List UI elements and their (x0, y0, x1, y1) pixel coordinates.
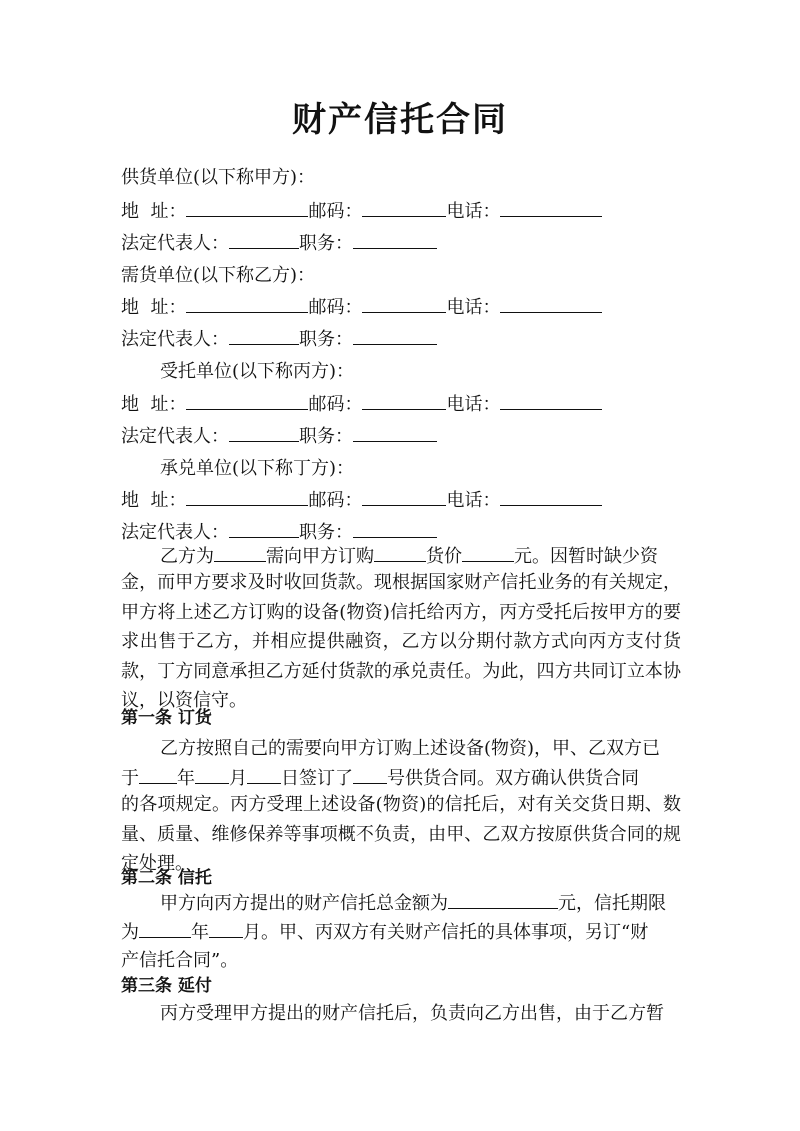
postcode-label: 邮码： (308, 490, 363, 511)
intro-first-line (160, 545, 658, 569)
postcode-blank[interactable] (362, 489, 446, 506)
price-blank[interactable] (462, 545, 514, 562)
party-d-rep-row (121, 521, 437, 545)
article-text: 年 (177, 768, 195, 789)
article-text: 日签订了 (281, 768, 353, 789)
phone-blank[interactable] (500, 489, 602, 506)
postcode-blank[interactable] (362, 393, 446, 410)
address-label: 地 址： (121, 297, 187, 318)
legal-rep-label: 法定代表人： (121, 233, 229, 254)
party-a-rep-row (121, 232, 437, 256)
article-text: 月 (229, 768, 247, 789)
legal-rep-blank[interactable] (229, 521, 299, 538)
article-2-line-2 (121, 921, 648, 945)
postcode-blank[interactable] (362, 296, 446, 313)
position-label: 职务： (299, 522, 353, 543)
article-1-line-1: 乙方按照自己的需要向甲方订购上述设备(物资)，甲、乙双方已 (160, 738, 661, 759)
postcode-blank[interactable] (362, 200, 446, 217)
trust-amount-blank[interactable] (448, 892, 558, 909)
address-blank[interactable] (186, 296, 308, 313)
party-d-heading: 承兑单位(以下称丁方)： (160, 458, 355, 479)
address-label: 地 址： (121, 201, 187, 222)
day-blank[interactable] (247, 767, 281, 784)
address-blank[interactable] (186, 200, 308, 217)
article-text: 甲方向丙方提出的财产信托总金额为 (160, 893, 448, 914)
position-label: 职务： (299, 426, 353, 447)
legal-rep-label: 法定代表人： (121, 329, 229, 350)
article-text: 年 (191, 922, 209, 943)
article-1-line-2 (121, 767, 639, 791)
year-blank[interactable] (139, 921, 191, 938)
legal-rep-blank[interactable] (229, 425, 299, 442)
party-b-contact-row (121, 296, 602, 320)
phone-label: 电话： (446, 394, 501, 415)
postcode-label: 邮码： (308, 201, 363, 222)
contract-number-blank[interactable] (353, 767, 387, 784)
legal-rep-blank[interactable] (229, 232, 299, 249)
position-blank[interactable] (353, 328, 437, 345)
party-c-contact-row (121, 393, 602, 417)
intro-text: 元。因暂时缺少资 (514, 546, 658, 567)
address-label: 地 址： (121, 394, 187, 415)
phone-blank[interactable] (500, 393, 602, 410)
address-label: 地 址： (121, 490, 187, 511)
position-blank[interactable] (353, 232, 437, 249)
party-c-heading: 受托单位(以下称丙方)： (160, 361, 355, 382)
article-3-heading: 第三条 延付 (121, 976, 212, 996)
postcode-label: 邮码： (308, 297, 363, 318)
article-1-heading: 第一条 订货 (121, 708, 212, 728)
party-a-contact-row (121, 200, 602, 224)
buyer-blank[interactable] (214, 545, 266, 562)
article-text: 元，信托期限 (558, 893, 666, 914)
party-d-contact-row (121, 489, 602, 513)
goods-blank[interactable] (374, 545, 426, 562)
legal-rep-blank[interactable] (229, 328, 299, 345)
phone-label: 电话： (446, 490, 501, 511)
year-blank[interactable] (139, 767, 177, 784)
postcode-label: 邮码： (308, 394, 363, 415)
party-b-rep-row (121, 328, 437, 352)
intro-text: 乙方为 (160, 546, 214, 567)
article-text: 号供货合同。双方确认供货合同 (387, 768, 639, 789)
intro-text: 货价 (426, 546, 462, 567)
phone-blank[interactable] (500, 200, 602, 217)
address-blank[interactable] (186, 393, 308, 410)
position-blank[interactable] (353, 425, 437, 442)
article-3-line-1: 丙方受理甲方提出的财产信托后，负责向乙方出售，由于乙方暂 (160, 1003, 664, 1024)
article-text: 月。甲、丙双方有关财产信托的具体事项，另订“财 (243, 922, 649, 943)
document-title: 财产信托合同 (292, 100, 508, 140)
month-blank[interactable] (195, 767, 229, 784)
phone-label: 电话： (446, 297, 501, 318)
position-label: 职务： (299, 233, 353, 254)
intro-text: 需向甲方订购 (266, 546, 374, 567)
article-2-heading: 第二条 信托 (121, 868, 212, 888)
position-blank[interactable] (353, 521, 437, 538)
article-text: 为 (121, 922, 139, 943)
month-blank[interactable] (209, 921, 243, 938)
phone-label: 电话： (446, 201, 501, 222)
article-2-line-1 (160, 892, 666, 916)
article-2-line-3: 产信托合同”。 (121, 950, 239, 971)
position-label: 职务： (299, 329, 353, 350)
article-text: 于 (121, 768, 139, 789)
legal-rep-label: 法定代表人： (121, 522, 229, 543)
legal-rep-label: 法定代表人： (121, 426, 229, 447)
party-a-heading: 供货单位(以下称甲方)： (121, 167, 316, 188)
phone-blank[interactable] (500, 296, 602, 313)
address-blank[interactable] (186, 489, 308, 506)
intro-paragraph: 金，而甲方要求及时收回货款。现根据国家财产信托业务的有关规定，甲方将上述乙方订购的设备(物资)信托给丙方，丙方受托后按甲方的要求出售于乙方，并相应提供融资，乙方以分期付款方式向丙方支付货款，丁方同意承担乙方延付货款的承兑责任。为此，四方共同订立本协议，以资信守。 (121, 572, 681, 711)
party-b-heading: 需货单位(以下称乙方)： (121, 265, 316, 286)
party-c-rep-row (121, 425, 437, 449)
article-1-paragraph: 的各项规定。丙方受理上述设备(物资)的信托后，对有关交货日期、数量、质量、维修保养等事项概不负责，由甲、乙双方按原供货合同的规定处理。 (121, 794, 681, 874)
